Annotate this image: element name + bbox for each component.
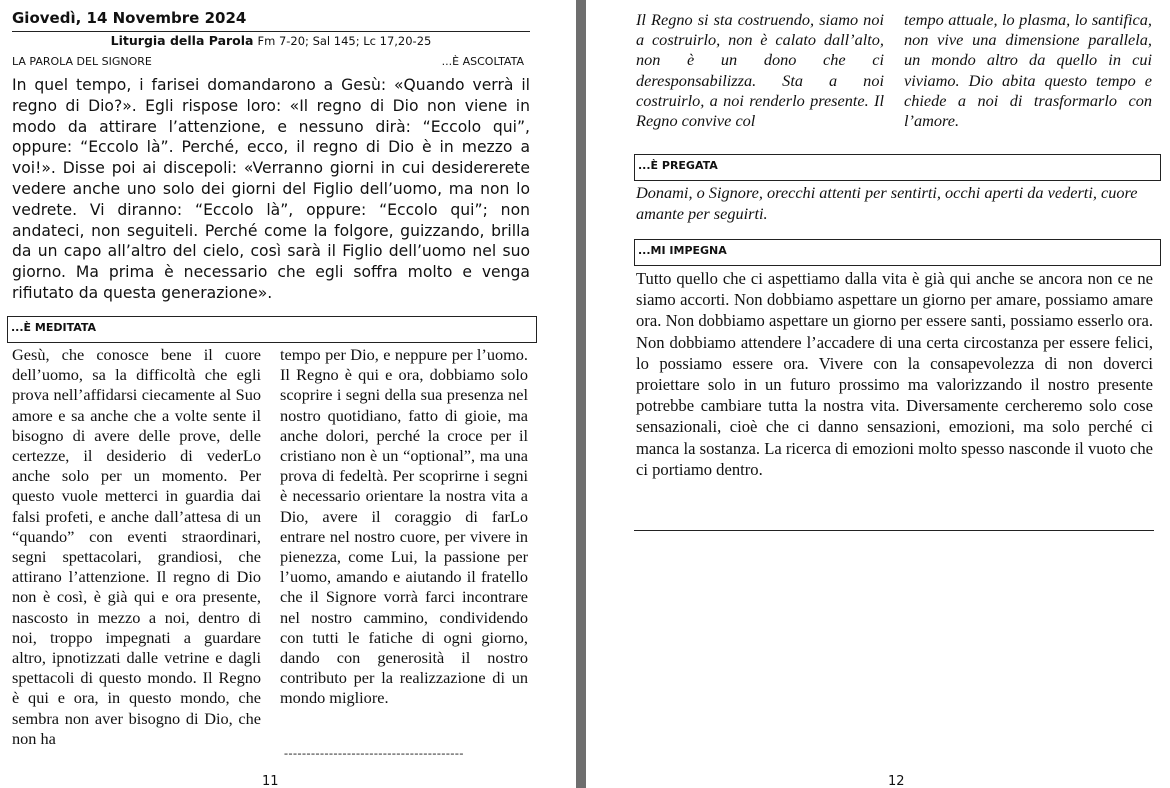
meditated-heading: ...È MEDITATA	[11, 321, 97, 334]
commit-heading: ...MI IMPEGNA	[638, 244, 727, 257]
commit-section-header	[634, 239, 1161, 266]
page-number-right: 12	[888, 774, 905, 788]
liturgy-references: Fm 7-20; Sal 145; Lc 17,20-25	[257, 34, 432, 48]
right-page	[586, 0, 1170, 788]
reflection-column-2: tempo attuale, lo plasma, lo santifica, non vive una dimensione parallela, un mondo altro da quello in cui viviamo. Dio abita questo tempo e chiede a noi di trasformarlo con l’amore.	[904, 10, 1152, 131]
word-heading: LA PAROLA DEL SIGNORE	[12, 55, 152, 68]
page-number-left: 11	[262, 774, 279, 788]
section-end-rule	[634, 530, 1154, 531]
liturgy-line	[12, 33, 530, 48]
meditation-column-1: Gesù, che conosce bene il cuore dell’uomo, sa la difficoltà che egli prova nell’affidarsi ciecamente al Suo amore e sa anche che a volte sente il bisogno di avere delle prove, delle certezze, il desiderio di vederLo anche solo per un momento. Per questo vuole metterci in guardia dai falsi profeti, e anche dall’attesa di un “quando” con eventi straordinari, segni spettacolari, grandiosi, che attirano l’attenzione. Il regno di Dio non è così, è già qui e ora presente, nascosto in mezzo a noi, dentro di noi, troppo impegnati a guardare altro, ipnotizzati dalle vetrine e dagli spettacoli di questo mondo. Il Regno è qui e ora, in questo mondo, che sembra non aver bisogno di Dio, che non ha	[12, 345, 261, 748]
meditated-section-header	[7, 316, 537, 343]
liturgy-title: Liturgia della Parola	[110, 33, 254, 48]
left-page	[0, 0, 576, 788]
commit-text: Tutto quello che ci aspettiamo dalla vita è già qui anche se ancora non ce ne siamo accorti. Non dobbiamo aspettare un giorno per amare, possiamo amare ora. Non dobbiamo aspettare un giorno per essere santi, possiamo esserlo ora. Non dobbiamo attendere l’accadere di una certa circostanza per essere felici, lo possiamo essere ora. Vivere con la consapevolezza di non doverci proiettare solo in un futuro prossimo ma valorizzando il nostro presente potrebbe cambiare tutta la nostra vita. Diversamente cercheremo solo cose sensazionali, cioè che ci danno sensazioni, emozioni, ma solo perché ci manca la sostanza. La ricerca di emozioni molto spesso nasconde il vuoto che ci portiamo dentro.	[636, 269, 1153, 479]
date-divider	[12, 31, 530, 32]
gospel-text: In quel tempo, i farisei domandarono a Gesù: «Quando verrà il regno di Dio?». Egli rispose loro: «Il regno di Dio non viene in modo da attirare l’attenzione, e nessuno dirà: “Eccolo qui”, oppure: “Eccolo là”. Perché, ecco, il regno di Dio è in mezzo a voi!». Disse poi ai discepoli: «Verranno giorni in cui desidererete vedere anche uno solo dei giorni del Figlio dell’uomo, ma non lo vedrete. Vi diranno: “Eccolo là”, oppure: “Eccolo qui”; non andateci, non seguiteli. Perché come la folgore, guizzando, brilla da un capo all’altro del cielo, così sarà il Figlio dell’uomo nel suo giorno. Ma prima è necessario che egli soffra molto e venga rifiutato da questa generazione».	[12, 76, 530, 302]
prayed-section-header	[634, 154, 1161, 181]
reflection-column-1: Il Regno si sta costruendo, siamo noi a costruirlo, non è calato dall’alto, non è un dono che ci deresponsabilizza. Sta a noi costruirlo, a noi renderlo presente. Il Regno convive col	[636, 10, 884, 131]
date-heading: Giovedì, 14 Novembre 2024	[12, 9, 247, 27]
listened-heading: ...È ASCOLTATA	[441, 55, 524, 68]
dashed-separator: ----------------------------------------	[284, 746, 464, 760]
prayed-heading: ...È PREGATA	[638, 159, 718, 172]
page-gutter	[576, 0, 586, 788]
prayer-text: Donami, o Signore, orecchi attenti per sentirti, occhi aperti da vederti, cuore amante per seguirti.	[636, 183, 1138, 223]
meditation-column-2: tempo per Dio, e neppure per l’uomo. Il Regno è qui e ora, dobbiamo solo scoprire i segni della sua presenza nel nostro quotidiano, fatto di gioie, ma anche dolori, perché la croce per il cristiano non è un “optional”, ma una prova di fedeltà. Per scoprirne i segni è necessario orientare la nostra vita a Dio, avere il coraggio di farLo entrare nel nostro cuore, per vivere in pienezza, come Lui, la passione per l’uomo, amando e aiutando il fratello che il Signore vorrà farci incontrare nel nostro cammino, condividendo con tutti le fatiche di ogni giorno, dando con generosità il nostro contributo per la realizzazione di un mondo migliore.	[280, 345, 528, 708]
